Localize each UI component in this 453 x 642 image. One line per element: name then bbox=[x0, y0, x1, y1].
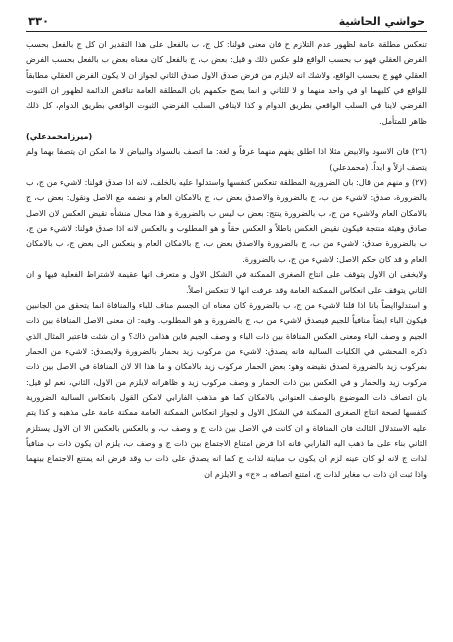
paragraph-3-text: (٢٧) و منهم من قال: بان الضرورية المطلقة تنعكس كنفسها واستدلوا عليه بالخلف، لانه اذا صدق قولنا: لاشيء من ج، ب بالضرورة، صدق: لاشيء من ب، ج بالضرورة والاصدق بعض ب، ج بالامكان العام و نضمه مع الاصل ونقول: بعض ب، ج بالامكان العام ولاشيء من ج، ب بالضرورة ينتج: بعض ب ليس ب بالضرورة و هذا محال منشأه نقيض العكس لان الاصل صادق وهيئة منتجة فيكون نقيض العكس باطلاً و العكس حقاً و هو المطلوب و بالعكس لانه اذا صدق قولنا: لاشيء من ج، ب بالضرورة صدق: لاشيء من ب، ج بالضرورة والاصدق بعض ب، ج بالامكان العام و ينعكس الى بعض ج، ب بالامكان العام و قد كان حكم الاصل: لاشيء من ج، ب بالضرورة. bbox=[26, 177, 427, 264]
paragraph-5-text: و استدلواايضاً بانا اذا قلنا لاشيء من ج، ب بالضرورة كان معناه ان الجسم مناف للباء والمنافاة انما يتحقق من الجانبين فيكون الباء ايضاً منافياً للجيم فيصدق لاشيء من ب، ج بالضرورة و هو المطلوب. وفيه: ان معنى الاصل المنافاة بين ذات الجيم و وصف الباء ومعنى العكس المنافاة بين ذات الباء و وصف الجيم فاين هذامن ذاك؟ و ان شئت فاعتبر المثال الذي ذكره المحشي في الكليات السالبة فانه يصدق: لاشيء من مركوب زيد بحمار بالضرورة ولايصدق: لاشيء من الحمار بمركوب زيد بالضرورة لصدق نقيضه وهو: بعض الحمار مركوب زيد بالامكان و ما هذا الا لان المنافاة في الاصل بين ذات مركوب زيد والحمار و في العكس بين ذات الحمار و وصف مركوب زيد و ظاهرانه لايلزم من الاول، الثاني، نعم لو قيل: بان اتصاف ذات الموضوع بالوصف العنواني بالامكان كما هو مذهب الفارابي لامكن القول بانعكاس السالبة الضرورية كنفسها لصحة انتاج الصغرى الممكنة في الشكل الاول و لجواز انعكاس الممكنة العامة ممكنة عامة على مذهبه و كذا يتم عليه الاستدلال الثالث فان المنافاة و ان كانت في الاصل بين ذات ج و وصف ب، و بالعكس بالعكس الا ان الاول يستلزم الثاني بناء على ما ذهب اليه الفارابي فانه اذا فرض امتناع الاجتماع بين ذات ج و وصف ب، يلزم ان يكون ذات ب منافياً لذات ج لانه لو كان عينه لزم ان يكون ب مباينة لذات ج كما انه يصدق على ذات ب وقد فرض انه يمتنع الاجتماع بينهما واذا ثبت ان ذات ب مغاير لذات ج، امتنع اتصافه بـ «ج» و الايلزم ان bbox=[26, 299, 427, 479]
paragraph-5 bbox=[26, 298, 427, 482]
paragraph-2-text: (٢٦) فان الاسود والابيض مثلا اذا اطلق يفهم منهما عرفاً و لغة: ما اتصف بالسواد والبياض لا ما امكن ان يتصفا بهما ولم يتصف ازلاً و ابداً. (محمدعلي) bbox=[26, 146, 427, 172]
running-title: حواشي الحاشية bbox=[338, 15, 425, 28]
paragraph-2 bbox=[26, 144, 427, 175]
page-body bbox=[26, 37, 427, 482]
paragraph-1-text: تنعكس مطلقة عامة لظهور عدم التلازم ح فان معنى قولنا: كل ج، ب بالفعل على هذا التقدير ان كل ج بالفعل بحسب الفرض العقلي فهو ب بحسب الواقع فلو عكس ذلك و قيل: بعض ب، ج بالفعل كان معناه بعض ب بالفعل بحسب الفرض العقلي فهو ج بحسب الواقع، ولاشك انه لايلزم من فرض صدق الاول صدق الثاني لجواز ان لا يكون الفرض العقلي مطابقاً للواقع في كليهما او في واحد منهما و لا للثاني و انما يصح حكمهم بان المطلقة العامة تناقض الدائمة لظهور ان الثبوت الفرضي لاينا في السلب الواقعي بطريق الدوام و كذا لاينافي السلب الفرضي الثبوت الواقعي بطريق الدوام، كل ذلك ظاهر للمتأمل. bbox=[26, 39, 427, 126]
paragraph-4-text: ولايخفى ان الاول يتوقف على انتاج الصغرى الممكنة في الشكل الاول و متعرف انها عقيمة لاشتراط الفعلية فيها و ان الثاني يتوقف على انعكاس الممكنة العامة وقد عرفت انها لا تنعكس اصلاً. bbox=[26, 269, 427, 295]
page-number: ٣٣٠ bbox=[28, 14, 50, 28]
paragraph-4 bbox=[26, 267, 427, 298]
header-rule bbox=[26, 31, 427, 32]
page-header bbox=[26, 10, 427, 31]
paragraph-1 bbox=[26, 37, 427, 144]
paragraph-1-reference: (ميرزامحمدعلي) bbox=[26, 131, 93, 142]
paragraph-3 bbox=[26, 175, 427, 267]
